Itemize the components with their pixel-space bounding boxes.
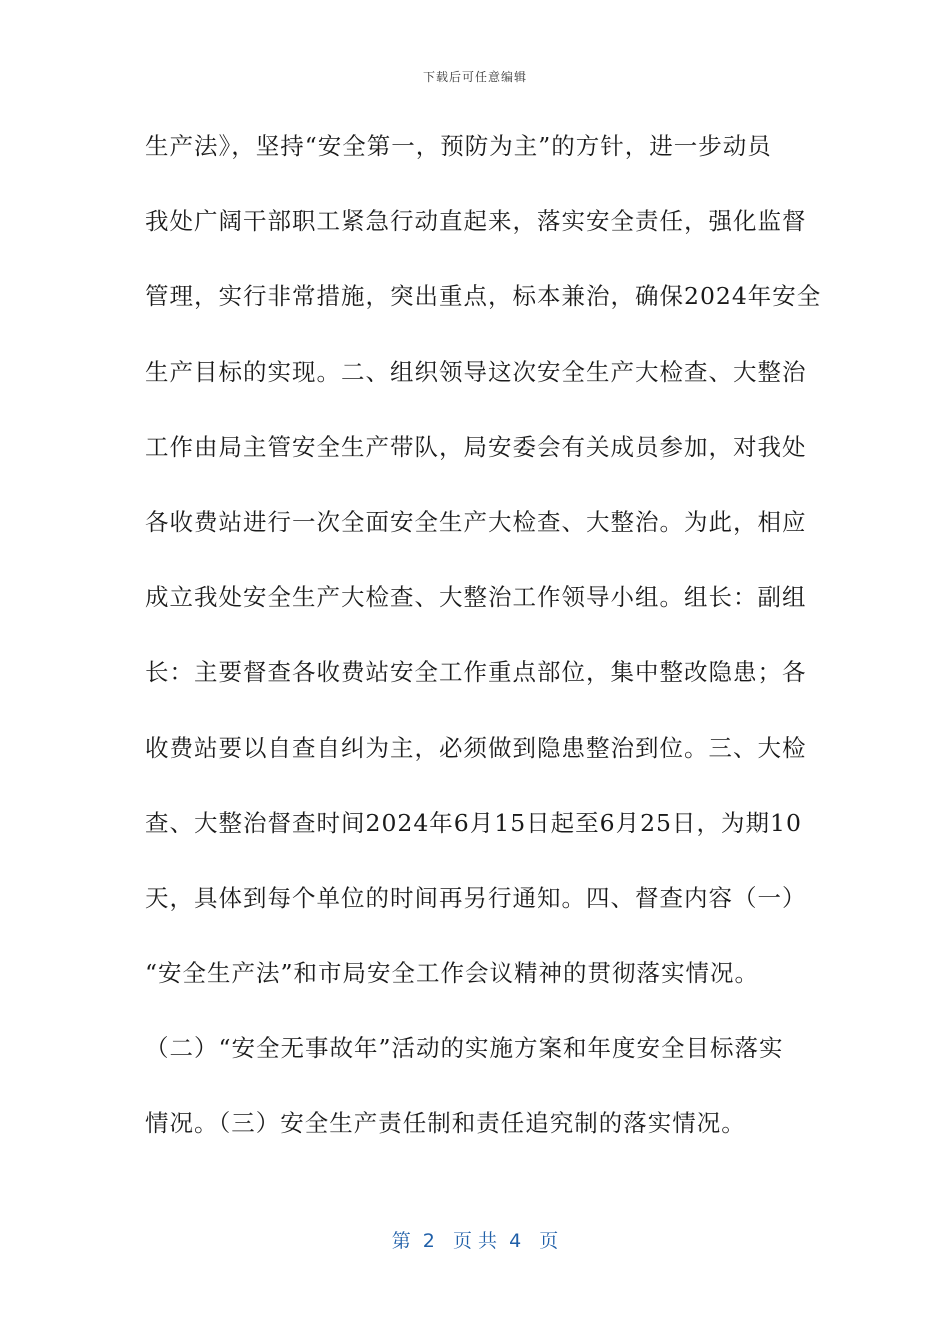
body-line: 查、大整治督查时间2024年6月15日起至6月25日，为期10 [145,808,802,837]
body-line: 各收费站进行一次全面安全生产大检查、大整治。为此，相应 [145,507,807,536]
body-line: “安全生产法”和市局安全工作会议精神的贯彻落实情况。 [145,959,760,988]
page-number-footer: 第 2 页 共 4 页 [391,1230,559,1252]
body-line: 成立我处安全生产大检查、大整治工作领导小组。组长：副组 [145,583,807,612]
document-body [145,120,822,1173]
body-line: 天，具体到每个单位的时间再另行通知。四、督查内容（一） [145,883,807,912]
body-line: 情况。（三）安全生产责任制和责任追究制的落实情况。 [145,1109,746,1138]
body-line: 收费站要以自查自纠为主，必须做到隐患整治到位。三、大检 [145,733,807,762]
body-line: 工作由局主管安全生产带队，局安委会有关成员参加，对我处 [145,432,807,461]
body-line: 生产目标的实现。二、组织领导这次安全生产大检查、大整治 [145,357,807,386]
page-header: 下载后可任意编辑 [422,70,527,84]
body-line: 我处广阔干部职工紧急行动直起来，落实安全责任，强化监督 [145,207,807,236]
body-line: （二）“安全无事故年”活动的实施方案和年度安全目标落实 [145,1034,784,1063]
body-line: 长：主要督查各收费站安全工作重点部位，集中整改隐患；各 [145,658,807,687]
body-line: 管理，实行非常措施，突出重点，标本兼治，确保2024年安全 [145,282,822,311]
body-line: 生产法》，坚持“安全第一，预防为主”的方针，进一步动员 [145,132,772,160]
